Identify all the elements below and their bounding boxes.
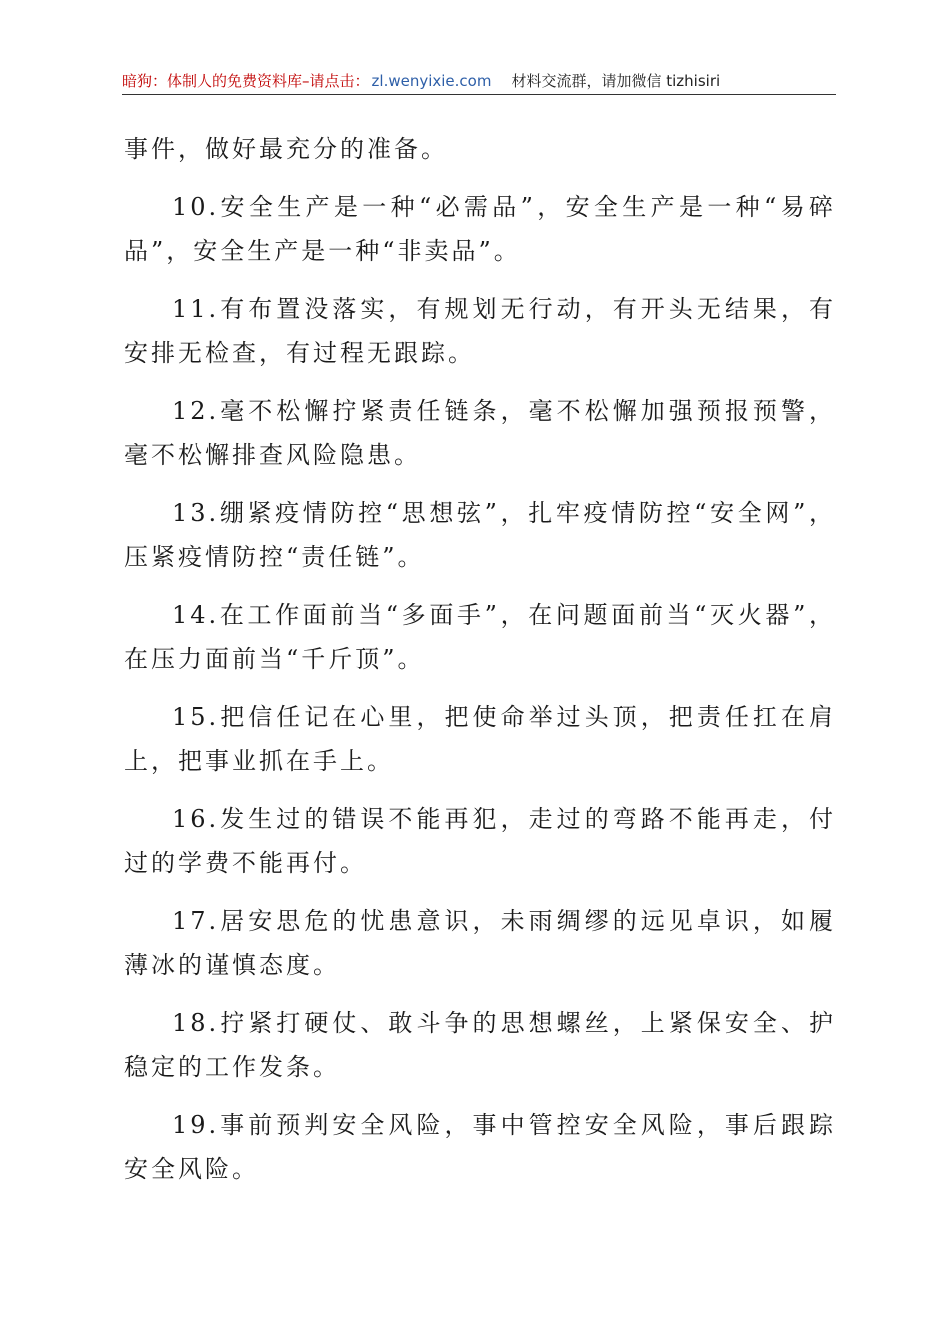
paragraph: 17.居安思危的忧患意识，未雨绸缪的远见卓识，如履薄冰的谨慎态度。 [124,907,836,979]
header-group-note: 材料交流群，请加微信 tizhisiri [511,72,721,90]
header-brand: 暗狗：体制人的免费资料库 [122,72,303,90]
header-divider [122,94,836,95]
page-header [122,70,836,92]
paragraph: 13.绷紧疫情防控“思想弦”，扎牢疫情防控“安全网”，压紧疫情防控“责任链”。 [124,499,836,571]
header-link[interactable]: zl.wenyixie.com [371,72,492,90]
paragraph: 16.发生过的错误不能再犯，走过的弯路不能再走，付过的学费不能再付。 [124,805,836,877]
paragraph: 事件，做好最充分的准备。 [124,135,448,163]
paragraph: 18.拧紧打硬仗、敢斗争的思想螺丝，上紧保安全、护稳定的工作发条。 [124,1009,836,1081]
paragraph: 10.安全生产是一种“必需品”，安全生产是一种“易碎品”，安全生产是一种“非卖品”。 [124,193,836,265]
header-prompt: –请点击： [302,72,370,90]
paragraph: 14.在工作面前当“多面手”，在问题面前当“灭火器”，在压力面前当“千斤顶”。 [124,601,836,673]
paragraph: 12.毫不松懈拧紧责任链条，毫不松懈加强预报预警，毫不松懈排查风险隐患。 [124,397,836,469]
paragraph: 19.事前预判安全风险，事中管控安全风险，事后跟踪安全风险。 [124,1111,836,1183]
paragraph: 11.有布置没落实，有规划无行动，有开头无结果，有安排无检查，有过程无跟踪。 [124,295,836,367]
paragraph: 15.把信任记在心里，把使命举过头顶，把责任扛在肩上，把事业抓在手上。 [124,703,836,775]
